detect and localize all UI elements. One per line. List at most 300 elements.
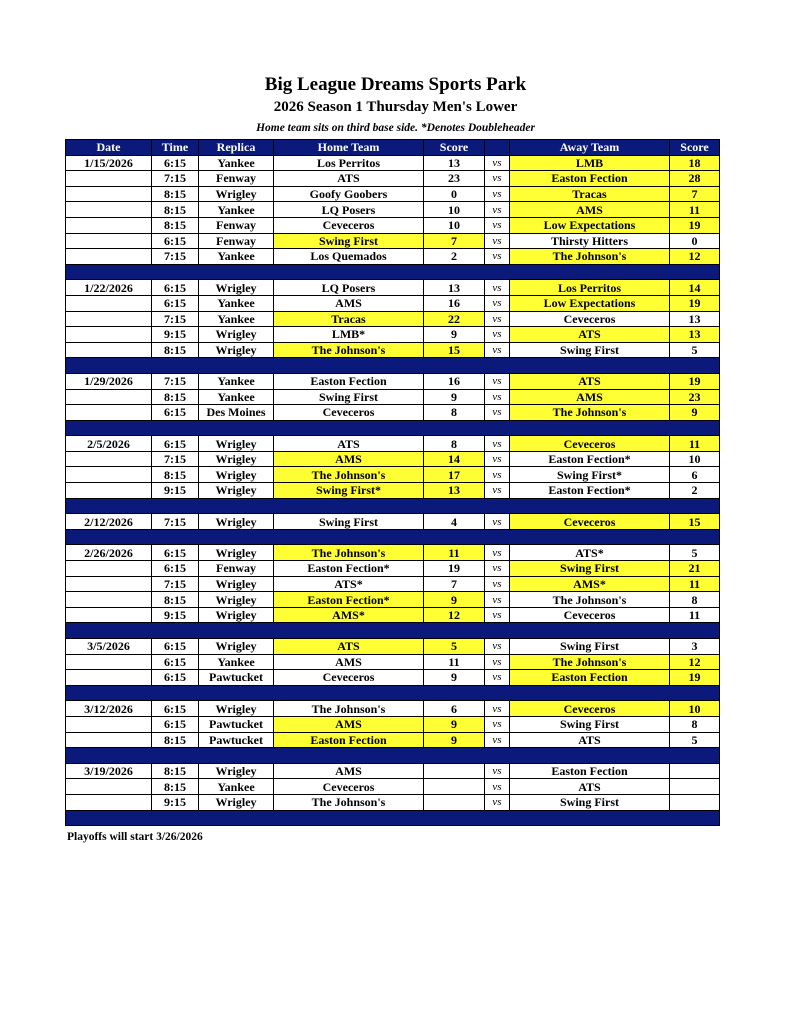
away-team-cell: AMS* bbox=[510, 576, 670, 592]
home-team-cell: AMS bbox=[274, 654, 424, 670]
home-score-cell bbox=[424, 779, 485, 795]
table-row bbox=[66, 545, 720, 561]
time-cell: 7:15 bbox=[152, 171, 199, 187]
week-separator bbox=[66, 623, 720, 639]
home-team-cell: Los Perritos bbox=[274, 155, 424, 171]
replica-cell: Des Moines bbox=[199, 405, 274, 421]
home-team-cell: Swing First bbox=[274, 514, 424, 530]
away-team-cell: ATS bbox=[510, 732, 670, 748]
away-score-cell: 12 bbox=[670, 654, 720, 670]
date-cell bbox=[66, 592, 152, 608]
away-team-cell: Swing First bbox=[510, 639, 670, 655]
vs-cell: vs bbox=[485, 342, 510, 358]
home-score-cell: 2 bbox=[424, 249, 485, 265]
away-score-cell: 19 bbox=[670, 670, 720, 686]
col-header-home-team: Home Team bbox=[274, 140, 424, 156]
week-separator bbox=[66, 498, 720, 514]
vs-cell: vs bbox=[485, 171, 510, 187]
away-team-cell: Tracas bbox=[510, 186, 670, 202]
vs-cell: vs bbox=[485, 607, 510, 623]
date-cell bbox=[66, 202, 152, 218]
replica-cell: Yankee bbox=[199, 654, 274, 670]
away-score-cell: 2 bbox=[670, 483, 720, 499]
date-cell bbox=[66, 779, 152, 795]
replica-cell: Pawtucket bbox=[199, 670, 274, 686]
away-team-cell: Easton Fection bbox=[510, 171, 670, 187]
home-score-cell: 0 bbox=[424, 186, 485, 202]
vs-cell: vs bbox=[485, 217, 510, 233]
home-score-cell: 11 bbox=[424, 654, 485, 670]
date-cell bbox=[66, 732, 152, 748]
time-cell: 8:15 bbox=[152, 732, 199, 748]
week-separator bbox=[66, 358, 720, 374]
away-team-cell: The Johnson's bbox=[510, 249, 670, 265]
away-score-cell: 5 bbox=[670, 342, 720, 358]
vs-cell: vs bbox=[485, 295, 510, 311]
date-cell bbox=[66, 327, 152, 343]
col-header-date: Date bbox=[66, 140, 152, 156]
col-header-vs bbox=[485, 140, 510, 156]
away-team-cell: Ceveceros bbox=[510, 311, 670, 327]
time-cell: 8:15 bbox=[152, 779, 199, 795]
home-team-cell: Easton Fection* bbox=[274, 561, 424, 577]
replica-cell: Yankee bbox=[199, 389, 274, 405]
col-header-home-score: Score bbox=[424, 140, 485, 156]
time-cell: 6:15 bbox=[152, 405, 199, 421]
home-team-cell: Easton Fection bbox=[274, 732, 424, 748]
home-score-cell: 23 bbox=[424, 171, 485, 187]
date-cell bbox=[66, 670, 152, 686]
table-row bbox=[66, 483, 720, 499]
home-score-cell: 10 bbox=[424, 217, 485, 233]
page-subtitle: 2026 Season 1 Thursday Men's Lower bbox=[273, 99, 518, 115]
away-score-cell: 3 bbox=[670, 639, 720, 655]
vs-cell: vs bbox=[485, 561, 510, 577]
away-team-cell: Easton Fection* bbox=[510, 451, 670, 467]
home-team-cell: The Johnson's bbox=[274, 701, 424, 717]
vs-cell: vs bbox=[485, 280, 510, 296]
vs-cell: vs bbox=[485, 763, 510, 779]
home-team-cell: Los Quemados bbox=[274, 249, 424, 265]
home-score-cell: 5 bbox=[424, 639, 485, 655]
home-score-cell: 8 bbox=[424, 436, 485, 452]
vs-cell: vs bbox=[485, 514, 510, 530]
schedule-body bbox=[66, 155, 720, 826]
table-row bbox=[66, 202, 720, 218]
away-score-cell: 11 bbox=[670, 436, 720, 452]
home-team-cell: ATS bbox=[274, 639, 424, 655]
home-score-cell: 9 bbox=[424, 732, 485, 748]
home-team-cell: Tracas bbox=[274, 311, 424, 327]
vs-cell: vs bbox=[485, 202, 510, 218]
date-cell bbox=[66, 186, 152, 202]
replica-cell: Wrigley bbox=[199, 342, 274, 358]
vs-cell: vs bbox=[485, 779, 510, 795]
away-score-cell: 11 bbox=[670, 607, 720, 623]
away-score-cell: 28 bbox=[670, 171, 720, 187]
home-team-cell: AMS* bbox=[274, 607, 424, 623]
col-header-time: Time bbox=[152, 140, 199, 156]
away-team-cell: Swing First bbox=[510, 716, 670, 732]
home-score-cell: 12 bbox=[424, 607, 485, 623]
home-team-cell: The Johnson's bbox=[274, 794, 424, 810]
home-team-cell: ATS bbox=[274, 171, 424, 187]
table-row bbox=[66, 561, 720, 577]
away-team-cell: The Johnson's bbox=[510, 592, 670, 608]
time-cell: 6:15 bbox=[152, 436, 199, 452]
col-header-away-team: Away Team bbox=[510, 140, 670, 156]
away-team-cell: AMS bbox=[510, 389, 670, 405]
home-score-cell: 16 bbox=[424, 295, 485, 311]
replica-cell: Wrigley bbox=[199, 545, 274, 561]
away-score-cell: 10 bbox=[670, 701, 720, 717]
time-cell: 6:15 bbox=[152, 639, 199, 655]
time-cell: 9:15 bbox=[152, 327, 199, 343]
away-team-cell: Easton Fection* bbox=[510, 483, 670, 499]
vs-cell: vs bbox=[485, 732, 510, 748]
home-team-cell: Ceveceros bbox=[274, 217, 424, 233]
week-separator bbox=[66, 420, 720, 436]
time-cell: 6:15 bbox=[152, 670, 199, 686]
table-row bbox=[66, 732, 720, 748]
home-team-cell: Ceveceros bbox=[274, 670, 424, 686]
table-row bbox=[66, 576, 720, 592]
home-team-cell: Swing First* bbox=[274, 483, 424, 499]
replica-cell: Fenway bbox=[199, 233, 274, 249]
away-team-cell: Easton Fection bbox=[510, 763, 670, 779]
home-score-cell: 11 bbox=[424, 545, 485, 561]
away-team-cell: Easton Fection bbox=[510, 670, 670, 686]
table-row bbox=[66, 155, 720, 171]
away-score-cell: 11 bbox=[670, 202, 720, 218]
replica-cell: Yankee bbox=[199, 202, 274, 218]
home-score-cell: 9 bbox=[424, 670, 485, 686]
table-row bbox=[66, 217, 720, 233]
date-cell bbox=[66, 716, 152, 732]
date-cell bbox=[66, 389, 152, 405]
vs-cell: vs bbox=[485, 451, 510, 467]
table-row bbox=[66, 249, 720, 265]
away-team-cell: The Johnson's bbox=[510, 654, 670, 670]
replica-cell: Yankee bbox=[199, 779, 274, 795]
vs-cell: vs bbox=[485, 716, 510, 732]
date-cell bbox=[66, 405, 152, 421]
replica-cell: Wrigley bbox=[199, 763, 274, 779]
home-score-cell: 14 bbox=[424, 451, 485, 467]
away-team-cell: Swing First* bbox=[510, 467, 670, 483]
time-cell: 7:15 bbox=[152, 311, 199, 327]
replica-cell: Yankee bbox=[199, 295, 274, 311]
replica-cell: Fenway bbox=[199, 561, 274, 577]
vs-cell: vs bbox=[485, 639, 510, 655]
away-score-cell: 19 bbox=[670, 217, 720, 233]
week-separator bbox=[66, 264, 720, 280]
replica-cell: Pawtucket bbox=[199, 732, 274, 748]
date-cell: 3/12/2026 bbox=[66, 701, 152, 717]
home-score-cell: 13 bbox=[424, 483, 485, 499]
away-team-cell: Los Perritos bbox=[510, 280, 670, 296]
away-score-cell: 8 bbox=[670, 592, 720, 608]
away-team-cell: Swing First bbox=[510, 561, 670, 577]
away-score-cell: 21 bbox=[670, 561, 720, 577]
vs-cell: vs bbox=[485, 701, 510, 717]
home-score-cell: 7 bbox=[424, 233, 485, 249]
time-cell: 6:15 bbox=[152, 233, 199, 249]
away-score-cell: 8 bbox=[670, 716, 720, 732]
table-row bbox=[66, 716, 720, 732]
date-cell: 2/5/2026 bbox=[66, 436, 152, 452]
away-score-cell bbox=[670, 779, 720, 795]
home-team-cell: Easton Fection* bbox=[274, 592, 424, 608]
table-row bbox=[66, 171, 720, 187]
away-team-cell: ATS* bbox=[510, 545, 670, 561]
home-score-cell: 9 bbox=[424, 327, 485, 343]
vs-cell: vs bbox=[485, 186, 510, 202]
away-team-cell: ATS bbox=[510, 779, 670, 795]
replica-cell: Wrigley bbox=[199, 639, 274, 655]
replica-cell: Fenway bbox=[199, 171, 274, 187]
home-score-cell: 9 bbox=[424, 592, 485, 608]
table-row bbox=[66, 389, 720, 405]
away-team-cell: Ceveceros bbox=[510, 514, 670, 530]
time-cell: 6:15 bbox=[152, 561, 199, 577]
away-score-cell: 18 bbox=[670, 155, 720, 171]
time-cell: 6:15 bbox=[152, 545, 199, 561]
replica-cell: Wrigley bbox=[199, 514, 274, 530]
home-score-cell: 10 bbox=[424, 202, 485, 218]
time-cell: 9:15 bbox=[152, 607, 199, 623]
table-row bbox=[66, 327, 720, 343]
vs-cell: vs bbox=[485, 794, 510, 810]
replica-cell: Wrigley bbox=[199, 436, 274, 452]
vs-cell: vs bbox=[485, 576, 510, 592]
time-cell: 6:15 bbox=[152, 701, 199, 717]
home-team-cell: Ceveceros bbox=[274, 779, 424, 795]
vs-cell: vs bbox=[485, 249, 510, 265]
time-cell: 8:15 bbox=[152, 467, 199, 483]
table-row bbox=[66, 451, 720, 467]
date-cell bbox=[66, 451, 152, 467]
table-row bbox=[66, 639, 720, 655]
replica-cell: Wrigley bbox=[199, 701, 274, 717]
home-score-cell bbox=[424, 794, 485, 810]
date-cell bbox=[66, 561, 152, 577]
replica-cell: Wrigley bbox=[199, 467, 274, 483]
replica-cell: Wrigley bbox=[199, 794, 274, 810]
away-score-cell: 9 bbox=[670, 405, 720, 421]
replica-cell: Wrigley bbox=[199, 451, 274, 467]
away-score-cell bbox=[670, 763, 720, 779]
home-score-cell: 9 bbox=[424, 389, 485, 405]
home-score-cell bbox=[424, 763, 485, 779]
away-score-cell bbox=[670, 794, 720, 810]
home-score-cell: 4 bbox=[424, 514, 485, 530]
date-cell bbox=[66, 233, 152, 249]
replica-cell: Wrigley bbox=[199, 607, 274, 623]
table-row bbox=[66, 467, 720, 483]
date-cell bbox=[66, 654, 152, 670]
time-cell: 9:15 bbox=[152, 794, 199, 810]
home-team-cell: AMS bbox=[274, 451, 424, 467]
away-team-cell: Ceveceros bbox=[510, 607, 670, 623]
vs-cell: vs bbox=[485, 327, 510, 343]
date-cell bbox=[66, 794, 152, 810]
replica-cell: Pawtucket bbox=[199, 716, 274, 732]
home-score-cell: 8 bbox=[424, 405, 485, 421]
table-row bbox=[66, 295, 720, 311]
col-header-away-score: Score bbox=[670, 140, 720, 156]
away-score-cell: 0 bbox=[670, 233, 720, 249]
table-row bbox=[66, 592, 720, 608]
time-cell: 6:15 bbox=[152, 280, 199, 296]
away-score-cell: 6 bbox=[670, 467, 720, 483]
time-cell: 7:15 bbox=[152, 373, 199, 389]
home-score-cell: 13 bbox=[424, 155, 485, 171]
time-cell: 8:15 bbox=[152, 202, 199, 218]
time-cell: 8:15 bbox=[152, 342, 199, 358]
week-separator bbox=[66, 810, 720, 826]
vs-cell: vs bbox=[485, 155, 510, 171]
away-team-cell: ATS bbox=[510, 373, 670, 389]
date-cell: 3/5/2026 bbox=[66, 639, 152, 655]
vs-cell: vs bbox=[485, 233, 510, 249]
vs-cell: vs bbox=[485, 654, 510, 670]
table-row bbox=[66, 794, 720, 810]
date-cell bbox=[66, 467, 152, 483]
time-cell: 6:15 bbox=[152, 654, 199, 670]
table-row bbox=[66, 670, 720, 686]
home-team-cell: The Johnson's bbox=[274, 467, 424, 483]
replica-cell: Yankee bbox=[199, 155, 274, 171]
header-note: Home team sits on third base side. *Denotes Doubleheader bbox=[256, 122, 535, 134]
away-team-cell: Low Expectations bbox=[510, 295, 670, 311]
time-cell: 8:15 bbox=[152, 186, 199, 202]
home-score-cell: 7 bbox=[424, 576, 485, 592]
table-row bbox=[66, 186, 720, 202]
away-team-cell: Swing First bbox=[510, 794, 670, 810]
week-separator bbox=[66, 685, 720, 701]
time-cell: 6:15 bbox=[152, 716, 199, 732]
away-score-cell: 19 bbox=[670, 295, 720, 311]
home-score-cell: 13 bbox=[424, 280, 485, 296]
replica-cell: Wrigley bbox=[199, 592, 274, 608]
vs-cell: vs bbox=[485, 389, 510, 405]
away-score-cell: 23 bbox=[670, 389, 720, 405]
table-row bbox=[66, 763, 720, 779]
home-team-cell: AMS bbox=[274, 763, 424, 779]
vs-cell: vs bbox=[485, 405, 510, 421]
week-separator bbox=[66, 529, 720, 545]
time-cell: 8:15 bbox=[152, 592, 199, 608]
table-header-row bbox=[66, 140, 720, 156]
vs-cell: vs bbox=[485, 670, 510, 686]
date-cell bbox=[66, 171, 152, 187]
date-cell bbox=[66, 607, 152, 623]
table-row bbox=[66, 280, 720, 296]
home-score-cell: 6 bbox=[424, 701, 485, 717]
away-score-cell: 12 bbox=[670, 249, 720, 265]
replica-cell: Fenway bbox=[199, 217, 274, 233]
table-row bbox=[66, 701, 720, 717]
away-team-cell: Thirsty Hitters bbox=[510, 233, 670, 249]
vs-cell: vs bbox=[485, 545, 510, 561]
home-team-cell: The Johnson's bbox=[274, 342, 424, 358]
away-score-cell: 19 bbox=[670, 373, 720, 389]
vs-cell: vs bbox=[485, 483, 510, 499]
table-row bbox=[66, 342, 720, 358]
date-cell bbox=[66, 342, 152, 358]
table-row bbox=[66, 779, 720, 795]
home-team-cell: LQ Posers bbox=[274, 202, 424, 218]
date-cell: 1/22/2026 bbox=[66, 280, 152, 296]
replica-cell: Wrigley bbox=[199, 280, 274, 296]
date-cell: 3/19/2026 bbox=[66, 763, 152, 779]
home-team-cell: The Johnson's bbox=[274, 545, 424, 561]
time-cell: 6:15 bbox=[152, 155, 199, 171]
time-cell: 8:15 bbox=[152, 389, 199, 405]
vs-cell: vs bbox=[485, 311, 510, 327]
table-row bbox=[66, 405, 720, 421]
time-cell: 7:15 bbox=[152, 576, 199, 592]
away-team-cell: LMB bbox=[510, 155, 670, 171]
home-team-cell: AMS bbox=[274, 716, 424, 732]
away-team-cell: The Johnson's bbox=[510, 405, 670, 421]
away-score-cell: 13 bbox=[670, 311, 720, 327]
time-cell: 6:15 bbox=[152, 295, 199, 311]
vs-cell: vs bbox=[485, 436, 510, 452]
table-row bbox=[66, 233, 720, 249]
away-score-cell: 11 bbox=[670, 576, 720, 592]
date-cell bbox=[66, 576, 152, 592]
schedule-table bbox=[65, 139, 720, 826]
home-team-cell: Ceveceros bbox=[274, 405, 424, 421]
replica-cell: Wrigley bbox=[199, 576, 274, 592]
date-cell: 1/15/2026 bbox=[66, 155, 152, 171]
date-cell bbox=[66, 483, 152, 499]
date-cell bbox=[66, 311, 152, 327]
home-team-cell: ATS* bbox=[274, 576, 424, 592]
away-score-cell: 10 bbox=[670, 451, 720, 467]
home-team-cell: Easton Fection bbox=[274, 373, 424, 389]
date-cell bbox=[66, 249, 152, 265]
time-cell: 8:15 bbox=[152, 217, 199, 233]
home-score-cell: 15 bbox=[424, 342, 485, 358]
replica-cell: Yankee bbox=[199, 311, 274, 327]
date-cell bbox=[66, 295, 152, 311]
home-team-cell: LQ Posers bbox=[274, 280, 424, 296]
date-cell: 2/12/2026 bbox=[66, 514, 152, 530]
away-team-cell: Low Expectations bbox=[510, 217, 670, 233]
away-team-cell: Ceveceros bbox=[510, 701, 670, 717]
away-score-cell: 7 bbox=[670, 186, 720, 202]
table-row bbox=[66, 373, 720, 389]
home-team-cell: AMS bbox=[274, 295, 424, 311]
playoffs-note: Playoffs will start 3/26/2026 bbox=[67, 831, 203, 843]
vs-cell: vs bbox=[485, 373, 510, 389]
home-score-cell: 17 bbox=[424, 467, 485, 483]
home-team-cell: Goofy Goobers bbox=[274, 186, 424, 202]
table-row bbox=[66, 436, 720, 452]
table-row bbox=[66, 654, 720, 670]
home-team-cell: Swing First bbox=[274, 389, 424, 405]
date-cell: 1/29/2026 bbox=[66, 373, 152, 389]
col-header-replica: Replica bbox=[199, 140, 274, 156]
away-score-cell: 14 bbox=[670, 280, 720, 296]
page-title: Big League Dreams Sports Park bbox=[264, 74, 527, 95]
table-row bbox=[66, 514, 720, 530]
away-team-cell: Ceveceros bbox=[510, 436, 670, 452]
table-row bbox=[66, 311, 720, 327]
